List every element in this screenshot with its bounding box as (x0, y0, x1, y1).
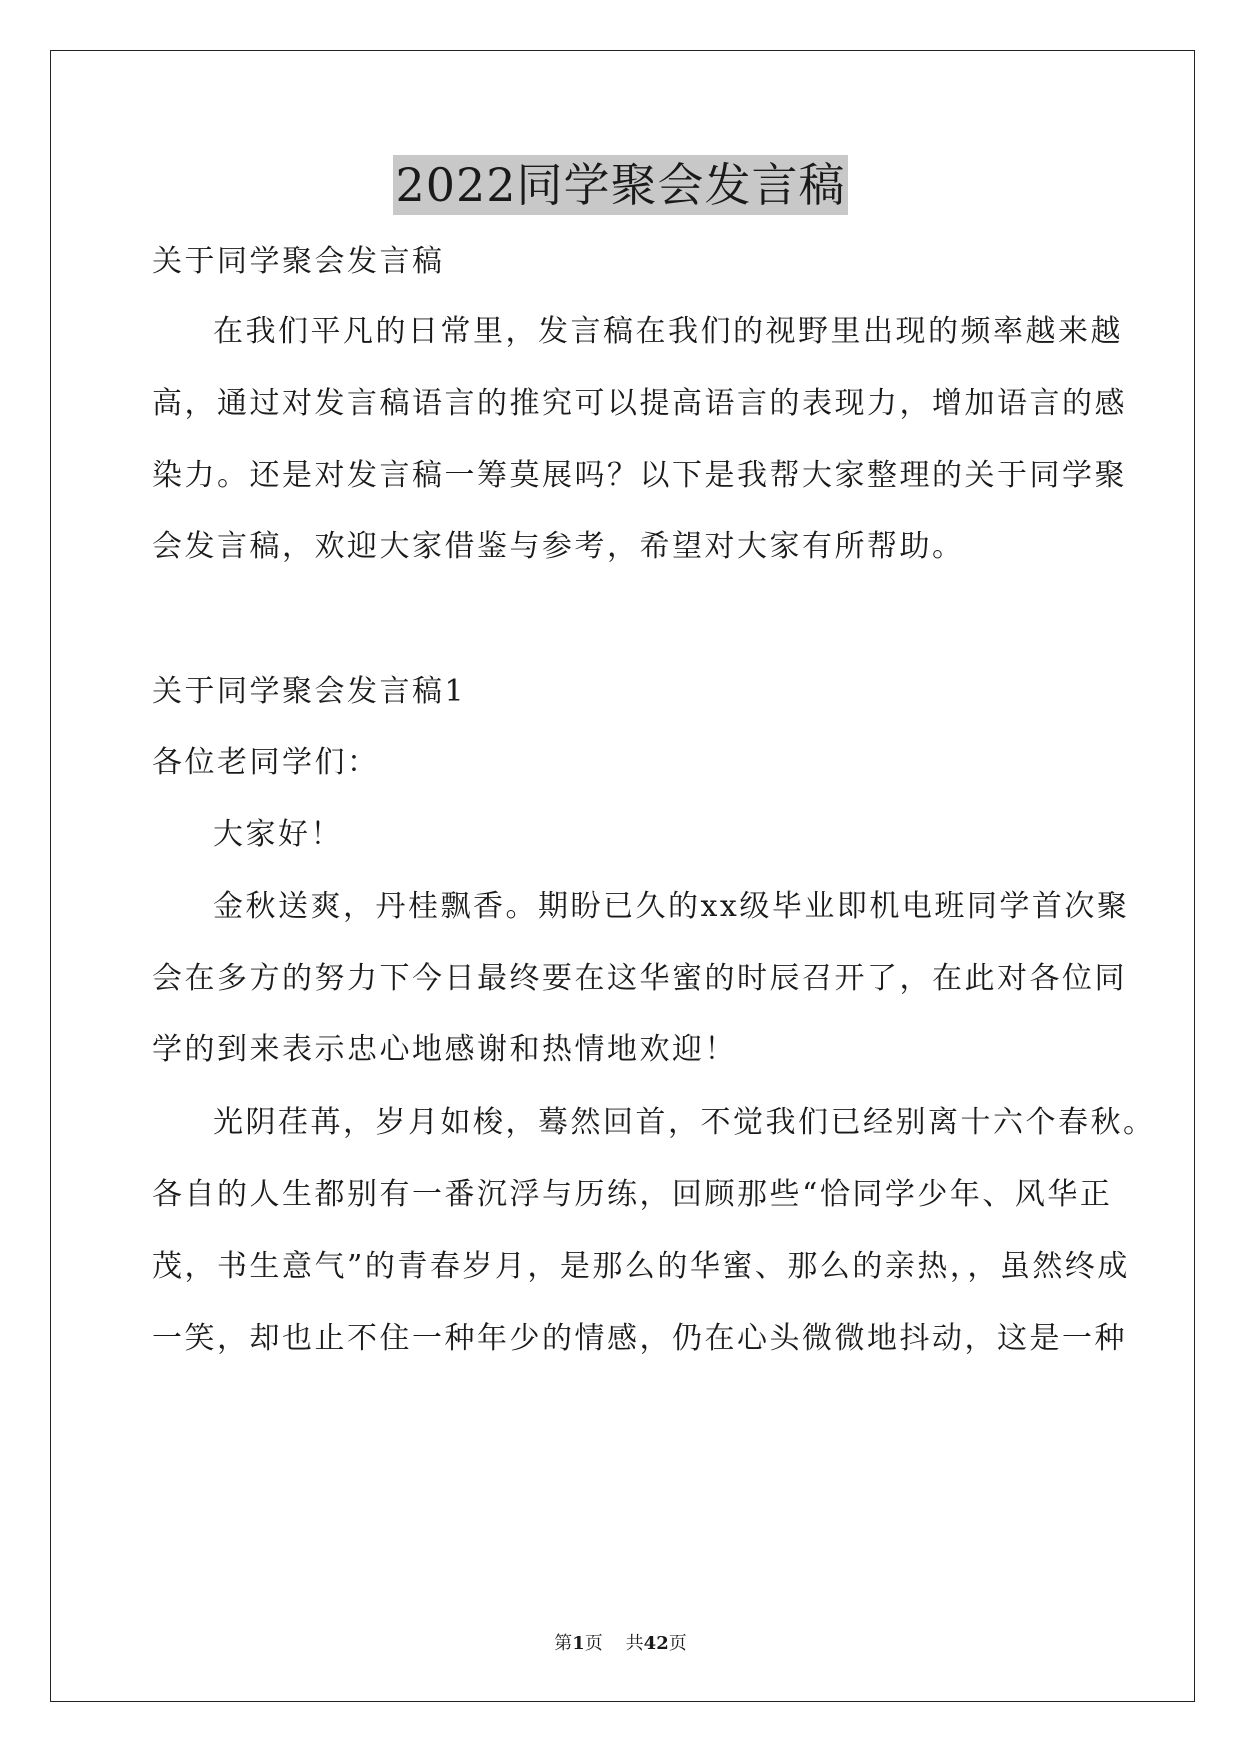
paragraph-line: 高，通过对发言稿语言的推究可以提高语言的表现力，增加语言的感 (152, 386, 1127, 421)
paragraph-line: 学的到来表示忠心地感谢和热情地欢迎！ (152, 1032, 737, 1067)
page-footer (0, 1632, 1241, 1656)
paragraph-line: 各自的人生都别有一番沉浮与历练，回顾那些“恰同学少年、风华正 (152, 1177, 1113, 1212)
total-pages: 42 (643, 1633, 669, 1654)
total-prefix: 共 (625, 1633, 644, 1654)
paragraph-line: 会发言稿，欢迎大家借鉴与参考，希望对大家有所帮助。 (152, 529, 965, 564)
page-number: 1 (572, 1633, 585, 1654)
salutation-line: 各位老同学们： (152, 745, 380, 780)
paragraph-line: 金秋送爽，丹桂飘香。期盼已久的xx级毕业即机电班同学首次聚 (213, 889, 1130, 924)
paragraph-line: 一笑，却也止不住一种年少的情感，仍在心头微微地抖动，这是一种 (152, 1321, 1127, 1356)
subtitle-line: 关于同学聚会发言稿 (152, 244, 445, 279)
greeting-line: 大家好！ (213, 817, 343, 852)
paragraph-line: 会在多方的努力下今日最终要在这华蜜的时辰召开了，在此对各位同 (152, 961, 1127, 996)
paragraph-line: 茂，书生意气”的青春岁月，是那么的华蜜、那么的亲热，，虽然终成 (152, 1249, 1130, 1284)
title-container (0, 155, 1241, 215)
paragraph-line: 在我们平凡的日常里，发言稿在我们的视野里出现的频率越来越 (213, 314, 1123, 349)
paragraph-line: 光阴荏苒，岁月如梭，蓦然回首，不觉我们已经别离十六个春秋。 (213, 1105, 1156, 1140)
page-border (50, 50, 1195, 1702)
page-suffix: 页 (584, 1633, 603, 1654)
total-suffix: 页 (668, 1633, 687, 1654)
page-prefix: 第 (554, 1633, 573, 1654)
paragraph-line: 染力。还是对发言稿一筹莫展吗？以下是我帮大家整理的关于同学聚 (152, 458, 1127, 493)
section-heading: 关于同学聚会发言稿1 (152, 674, 467, 709)
document-title: 2022同学聚会发言稿 (393, 155, 847, 215)
